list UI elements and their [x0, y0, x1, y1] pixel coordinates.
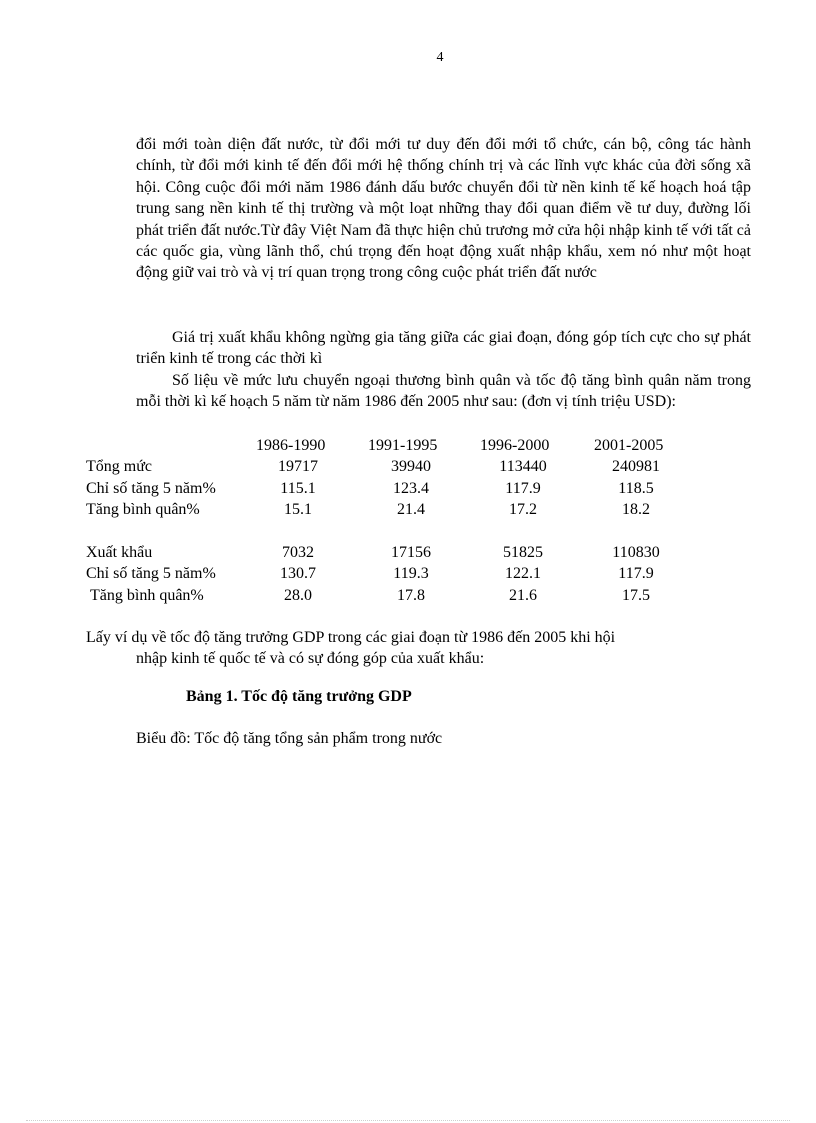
table-cell: 240981: [612, 458, 660, 476]
table-cell: 28.0: [284, 586, 312, 604]
chart-caption: Biểu đồ: Tốc độ tăng tổng sản phẩm trong nước: [136, 730, 443, 747]
table-cell: 122.1: [505, 565, 541, 583]
header-1986-1990: 1986-1990: [256, 437, 326, 454]
table-row: [86, 542, 726, 563]
table-cell: 17.5: [622, 586, 650, 604]
row-label: Xuất khẩu: [86, 543, 153, 561]
header-1991-1995: 1991-1995: [368, 437, 438, 454]
table-cell: 110830: [612, 543, 660, 561]
row-label: Tổng mức: [86, 458, 152, 476]
table-cell: 117.9: [618, 565, 654, 583]
table-cell: 119.3: [393, 565, 429, 583]
paragraph-export-value: Giá trị xuất khẩu không ngừng gia tăng giữa các giai đoạn, đóng góp tích cực cho sự phát triển kinh tế trong các thời kì: [136, 329, 751, 368]
table-cell: 7032: [282, 543, 314, 561]
table-spacer: [86, 521, 726, 542]
example-line-1: Lấy ví dụ về tốc độ tăng trưởng GDP trong các giai đoạn từ 1986 đến 2005 khi hội: [86, 629, 616, 646]
table-cell: 17156: [391, 543, 431, 561]
table-cell: 17.2: [509, 501, 537, 519]
row-label: Chỉ số tăng 5 năm%: [86, 479, 216, 497]
table-cell: 130.7: [280, 565, 316, 583]
header-1996-2000: 1996-2000: [480, 437, 550, 454]
table-cell: 15.1: [284, 501, 312, 519]
table-cell: 19717: [278, 458, 318, 476]
page-bottom-border: [26, 1120, 790, 1121]
header-2001-2005: 2001-2005: [594, 437, 664, 454]
row-label: Tăng bình quân%: [90, 586, 204, 604]
table-row: [86, 563, 726, 584]
paragraph-doi-moi: đổi mới toàn diện đất nước, từ đổi mới tư duy đến đổi mới tổ chức, cán bộ, công tác hành chính, từ đổi mới kinh tế đến đổi mới hệ thống chính trị và các lĩnh vực khác của đời sống xã hội. Công cuộc đổi mới năm 1986 đánh dấu bước chuyển đổi từ nền kinh tế kế hoạch hoá tập trung sang nền kinh tế thị trường và một loạt những thay đổi quan điểm về tư duy, đường lối phát triển đất nước.Từ đây Việt Nam đã thực hiện chủ trương mở cửa hội nhập kinh tế với tất cả các quốc gia, vùng lãnh thổ, chú trọng đến hoạt động xuất nhập khẩu, xem nó như một hoạt động giữ vai trò và vị trí quan trọng trong công cuộc phát triển đất nước: [136, 136, 751, 282]
table-header-row: [86, 435, 726, 456]
table-cell: 51825: [503, 543, 543, 561]
table-cell: 117.9: [505, 479, 541, 497]
table-row: [86, 499, 726, 520]
table-cell: 113440: [499, 458, 547, 476]
table-cell: 123.4: [393, 479, 429, 497]
table-cell: 17.8: [397, 586, 425, 604]
table-cell: 115.1: [280, 479, 316, 497]
table-row: [86, 585, 726, 606]
table-caption: Bảng 1. Tốc độ tăng trưởng GDP: [186, 688, 412, 705]
gdp-example-paragraph: [86, 627, 751, 670]
table-cell: 21.6: [509, 586, 537, 604]
table-row: [86, 456, 726, 477]
trade-table: [86, 435, 726, 606]
example-line-2: nhập kinh tế quốc tế và có sự đóng góp của xuất khẩu:: [136, 650, 485, 668]
table-cell: 39940: [391, 458, 431, 476]
page-number: 4: [436, 50, 444, 65]
table-cell: 21.4: [397, 501, 425, 519]
table-cell: 18.2: [622, 501, 650, 519]
row-label: Chỉ số tăng 5 năm%: [86, 565, 216, 583]
row-label: Tăng bình quân%: [86, 501, 200, 519]
table-row: [86, 478, 726, 499]
table-cell: 118.5: [618, 479, 654, 497]
paragraph-data-intro: Số liệu về mức lưu chuyển ngoại thương bình quân và tốc độ tăng bình quân năm trong mỗi thời kì kế hoạch 5 năm từ năm 1986 đến 2005 như sau: (đơn vị tính triệu USD):: [136, 372, 751, 411]
